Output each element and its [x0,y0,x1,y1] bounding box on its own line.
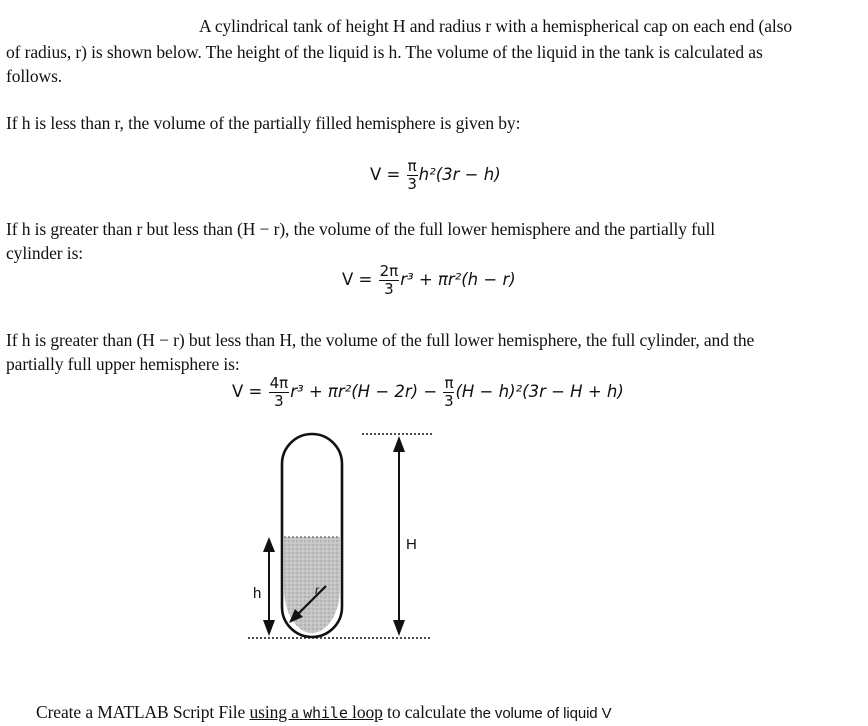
H-label: H [406,536,417,553]
case2-line-2: cylinder is: [6,243,84,263]
task-underlined: using a while loop [249,702,383,722]
task-mid: to calculate [382,702,471,722]
task-line [36,702,612,723]
case3-rhs: (H − h)²(3r − H + h) [455,382,624,401]
case2-fraction: $\frac{2\pi}{3}$ [379,262,399,298]
case1-fraction: $\frac{\pi}{3}$ [407,157,417,193]
intro-line-3: follows. [6,66,63,86]
case2-rhs: r³ + πr²(h − r) [400,270,516,289]
h-dimension-arrow [263,537,275,636]
case1-lhs: V = [370,165,406,184]
h-label: h [253,585,262,602]
case3-mid: r³ + πr²(H − 2r) − [290,382,438,401]
task-suffix: the volume of liquid V [470,705,612,722]
task-prefix: Create a MATLAB Script File [36,702,250,722]
H-dimension-arrow [393,436,405,636]
case1-text: If h is less than r, the volume of the partially filled hemisphere is given by: [6,113,521,133]
case2-lhs: V = [342,270,378,289]
case3-fraction-2: $\frac{\pi}{3}$ [444,374,454,410]
task-code-while: while [303,704,348,722]
case1-rhs: h²(3r − h) [418,165,501,184]
intro-line-1: A cylindrical tank of height H and radius r with a hemispherical cap on each end (also [199,16,793,36]
intro-line-2: of radius, r) is shown below. The height of the liquid is h. The volume of the liquid in the tank is calculated as [6,42,763,62]
case3-lhs: V = [232,382,268,401]
case2-line-1: If h is greater than r but less than (H − r), the volume of the full lower hemisphere and the partially full [6,219,716,239]
liquid-fill [284,462,340,633]
r-label: r [315,583,319,597]
case3-fraction-1: $\frac{4\pi}{3}$ [269,374,289,410]
case3-line-2: partially full upper hemisphere is: [6,354,240,374]
case3-line-1: If h is greater than (H − r) but less than H, the volume of the full lower hemisphere, the full cylinder, and the [6,330,755,350]
